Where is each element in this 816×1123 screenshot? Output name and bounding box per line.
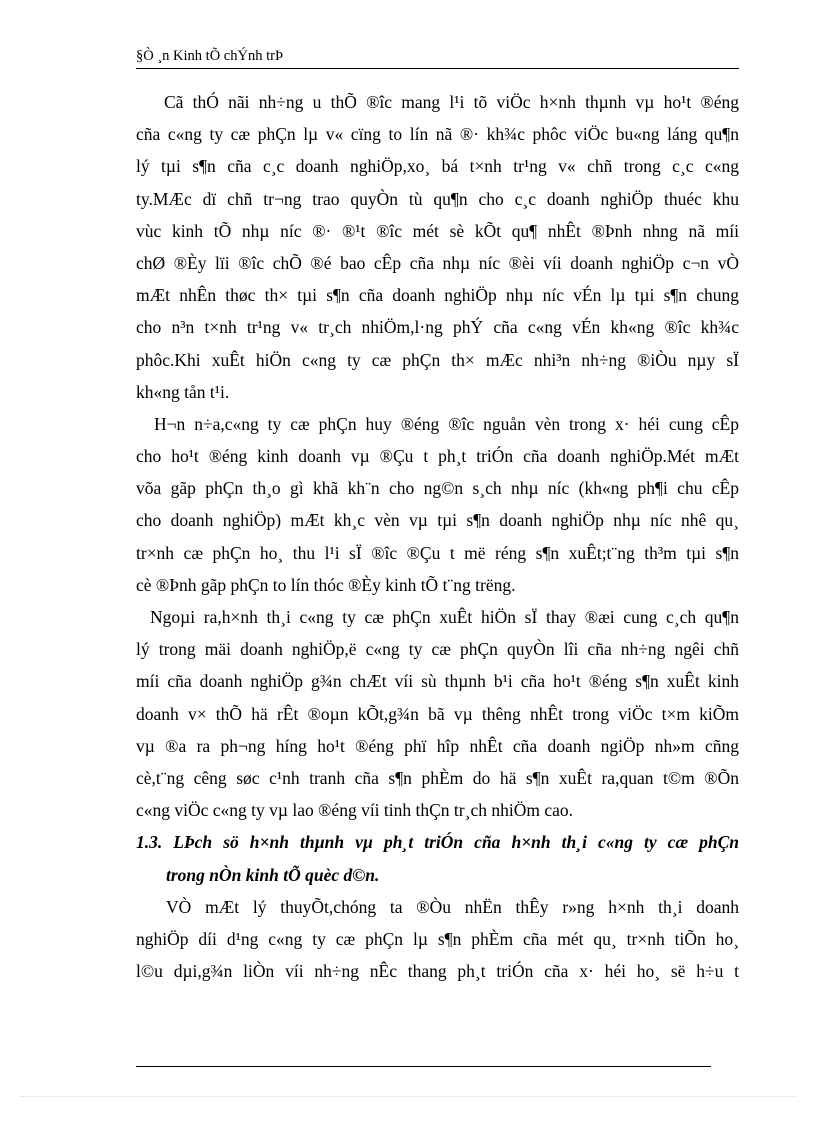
- paragraph-line: vùc kinh tÕ nhµ níc ®· ®¹t ®îc mét sè kÕt qu¶ nhÊt ®Þnh nhng nã míi: [136, 220, 739, 241]
- paragraph-line: míi cña doanh nghiÖp g¾n chÆt víi sù thµnh b¹i cña ho¹t ®éng s¶n xuÊt kinh: [136, 671, 739, 692]
- paragraph-line: lý tµi s¶n cña c¸c doanh nghiÖp,xo¸ bá t×nh tr¹ng v« chñ trong c¸c c«ng: [136, 156, 739, 177]
- paragraph-3: [136, 601, 739, 826]
- paragraph-4: [136, 891, 739, 988]
- footer-rule: [136, 1066, 711, 1067]
- paragraph-line: Ngoµi ra,h×nh th¸i c«ng ty cæ phÇn xuÊt hiÖn sÏ thay ®æi cung c¸ch qu¶n: [150, 607, 739, 627]
- paragraph-line: cho doanh nghiÖp) mÆt kh¸c vèn vµ tµi s¶n doanh nghiÖp nhµ níc nhê qu¸: [136, 510, 739, 531]
- paragraph-line: chØ ®Èy lïi ®îc chÕ ®é bao cÊp cña nhµ níc ®èi víi doanh nghiÖp c¬n vÒ: [136, 252, 739, 273]
- section-heading: [136, 826, 739, 890]
- page-edge-divider: [20, 1096, 796, 1097]
- paragraph-line: tr×nh cæ phÇn ho¸ thu l¹i sÏ ®îc ®Çu t më réng s¶n xuÊt;t¨ng th³m tµi s¶n: [136, 542, 739, 563]
- paragraph-line: Cã thÓ nãi nh÷ng u thÕ ®îc mang l¹i tõ viÖc h×nh thµnh vµ ho¹t ®éng: [164, 92, 739, 112]
- paragraph-line: cho n³n t×nh tr¹ng v« tr¸ch nhiÖm,l·ng phÝ cña c«ng vÉn kh«ng ®îc kh¾c: [136, 317, 739, 338]
- paragraph-line: cè ®Þnh gãp phÇn to lín thóc ®Èy kinh tÕ t¨ng trëng.: [136, 574, 516, 595]
- paragraph-line: cho ho¹t ®éng kinh doanh vµ ®Çu t ph¸t triÓn cña doanh nghiÖp.Mét mÆt: [136, 446, 739, 467]
- paragraph-line: nghiÖp díi d¹ng c«ng ty cæ phÇn lµ s¶n phÈm cña mét qu¸ tr×nh tiÕn ho¸: [136, 928, 739, 949]
- paragraph-line: c«ng viÖc c«ng ty vµ lao ®éng víi tinh thÇn tr¸ch nhiÖm cao.: [136, 800, 573, 821]
- paragraph-line: kh«ng tån t¹i.: [136, 381, 230, 402]
- paragraph-2: [136, 408, 739, 601]
- section-heading-line-1: [136, 826, 739, 858]
- paragraph-line: ty.MÆc dï chñ tr¬ng trao quyÒn tù qu¶n cho c¸c doanh nghiÖp thuéc khu: [136, 188, 739, 209]
- paragraph-1: [136, 86, 739, 408]
- body-text: [136, 86, 739, 987]
- paragraph-line: lý trong mäi doanh nghiÖp,ë c«ng ty cæ phÇn quyÒn lîi cña nh÷ng ngêi chñ: [136, 639, 739, 660]
- section-title-line-1: LÞch sö h×nh thµnh vµ ph¸t triÓn cña h×nh th¸i c«ng ty cæ phÇn: [173, 832, 739, 853]
- paragraph-line: cña c«ng ty cæ phÇn lµ v« cïng to lín nã ®· kh¾c phôc viÖc bu«ng láng qu¶n: [136, 124, 739, 145]
- section-title-line-2: trong nÒn kinh tÕ quèc d©n.: [166, 864, 380, 885]
- section-number: 1.3.: [136, 832, 163, 853]
- paragraph-line: l©u dµi,g¾n liÒn víi nh÷ng nÊc thang ph¸t triÓn cña x· héi ho¸ së h÷u t: [136, 961, 739, 982]
- paragraph-line: mÆt nhÊn thøc th× tµi s¶n cña doanh nghiÖp nhµ níc vÉn lµ tµi s¶n chung: [136, 285, 739, 306]
- paragraph-line: VÒ mÆt lý thuyÕt,chóng ta ®Òu nhËn thÊy r»ng h×nh th¸i doanh: [166, 896, 739, 917]
- running-header: §Ò ¸n Kinh tÕ chÝnh trÞ: [136, 46, 739, 69]
- paragraph-line: cè,t¨ng cêng søc c¹nh tranh cña s¶n phÈm do hä s¶n xuÊt ra,quan t©m ®Õn: [136, 767, 739, 788]
- paragraph-line: phôc.Khi xuÊt hiÖn c«ng ty cæ phÇn th× mÆc nhi³n nh÷ng ®iÒu nµy sÏ: [136, 349, 739, 370]
- paragraph-line: H¬n n÷a,c«ng ty cæ phÇn huy ®éng ®îc nguån vèn trong x· héi cung cÊp: [154, 413, 739, 434]
- paragraph-line: doanh v× thÕ hä rÊt ®oµn kÕt,g¾n bã vµ thêng nhÊt trong viÖc t×m kiÕm: [136, 703, 739, 724]
- paragraph-line: vµ ®a ra ph¬ng híng ho¹t ®éng phï hîp nhÊt cña doanh ngiÖp nh»m cñng: [136, 735, 739, 756]
- paragraph-line: võa gãp phÇn th¸o gì khã kh¨n cho ng©n s¸ch nhµ níc (kh«ng ph¶i chu cÊp: [136, 478, 739, 499]
